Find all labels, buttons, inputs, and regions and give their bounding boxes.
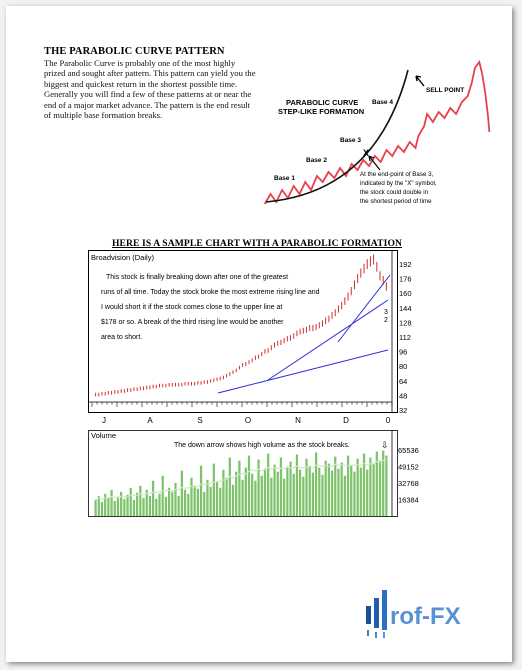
volume-bar	[110, 490, 112, 516]
volume-bar	[235, 472, 237, 516]
month-label: A	[147, 416, 153, 425]
volume-bar	[309, 466, 311, 516]
volume-bar	[101, 502, 103, 516]
price-tick-label: 160	[399, 289, 412, 299]
volume-bar	[257, 460, 259, 516]
logo-block-icon	[366, 606, 371, 624]
volume-bar	[280, 458, 282, 516]
sample-chart-title: HERE IS A SAMPLE CHART WITH A PARABOLIC FORMATION	[111, 238, 403, 249]
volume-tick-label: 49152	[398, 462, 419, 472]
stock-chart	[88, 250, 419, 520]
volume-bar	[136, 493, 138, 516]
volume-bar	[261, 476, 263, 516]
volume-bar	[347, 456, 349, 516]
volume-bar	[373, 464, 375, 516]
volume-bar	[321, 475, 323, 516]
volume-bar	[357, 459, 359, 516]
volume-bar	[328, 464, 330, 516]
price-tick-label: 112	[399, 333, 411, 342]
chart-source-label: Broadvision (Daily)	[91, 253, 154, 262]
volume-down-arrow-icon: ⇩	[381, 440, 389, 450]
volume-bar	[229, 458, 231, 516]
volume-bar	[123, 499, 125, 516]
volume-bar	[149, 496, 151, 516]
volume-bar	[114, 501, 116, 516]
base-label-1: Base 1	[274, 175, 295, 182]
volume-bar	[133, 500, 135, 516]
price-tick-label: 176	[399, 274, 412, 284]
price-tick-label: 80	[399, 362, 408, 372]
volume-bar	[289, 462, 291, 516]
price-tick-label: 32	[399, 406, 408, 415]
volume-bar	[360, 468, 362, 516]
volume-bar	[226, 478, 228, 516]
volume-bar	[296, 455, 298, 516]
month-label: 0	[385, 416, 391, 425]
volume-bar	[130, 488, 132, 516]
volume-bar	[299, 470, 301, 516]
volume-bar	[248, 456, 250, 516]
volume-bar	[302, 477, 304, 516]
volume-bar	[318, 468, 320, 516]
volume-bar	[366, 470, 368, 516]
base-label-4: Base 4	[372, 99, 393, 106]
volume-bar	[273, 465, 275, 516]
volume-bar	[184, 490, 186, 516]
volume-bar	[337, 469, 339, 516]
volume-bar	[139, 486, 141, 516]
diagram-note-line1: At the end-point of Base 3,	[360, 171, 434, 178]
volume-bar	[238, 461, 240, 516]
price-tick-label: 64	[399, 376, 408, 386]
volume-bar	[197, 489, 199, 516]
volume-bar	[341, 463, 343, 516]
diagram-note-line3: the stock could double in	[360, 189, 429, 196]
x-mark: X	[363, 148, 370, 158]
volume-bar	[181, 471, 183, 516]
price-tick-label: 96	[399, 347, 408, 357]
price-tick-label: 48	[399, 391, 408, 401]
volume-bar	[277, 472, 279, 516]
volume-bar	[353, 472, 355, 516]
volume-bar	[171, 492, 173, 516]
volume-bar	[350, 466, 352, 516]
volume-bar	[206, 480, 208, 516]
volume-label: Volume	[91, 431, 117, 440]
volume-bar	[293, 474, 295, 516]
base-label-2: Base 2	[306, 157, 327, 164]
volume-bar	[222, 470, 224, 516]
volume-bar	[165, 497, 167, 516]
volume-bar	[219, 488, 221, 516]
volume-bar	[216, 482, 218, 516]
volume-bar	[325, 461, 327, 516]
diagram-note-line4: the shortest period of time	[360, 198, 432, 205]
diagram-title-line2: STEP-LIKE FORMATION	[278, 107, 365, 116]
sell-point-label: SELL POINT	[426, 87, 465, 94]
volume-bar	[315, 453, 317, 516]
volume-bar	[254, 481, 256, 516]
volume-bar	[286, 467, 288, 516]
price-tick-label: 192	[399, 260, 412, 269]
volume-tick-label: 16384	[398, 495, 419, 505]
month-label: S	[197, 416, 203, 425]
logo-wordmark: rof-FX	[390, 603, 461, 630]
volume-bar	[363, 454, 365, 516]
annotation-line3: I would short it if the stock comes close to the upper line at	[101, 304, 283, 311]
volume-bar	[200, 466, 202, 516]
price-tick-label: 128	[399, 318, 412, 328]
base-label-3: Base 3	[340, 137, 361, 144]
volume-bar	[187, 494, 189, 516]
volume-bar	[203, 492, 205, 516]
volume-bar	[331, 471, 333, 516]
month-label: N	[295, 416, 301, 425]
volume-bar	[344, 476, 346, 516]
volume-bar	[245, 468, 247, 516]
annotation-line5: area to short.	[101, 334, 143, 341]
intro-title: THE PARABOLIC CURVE PATTERN	[44, 46, 225, 57]
volume-bar	[283, 479, 285, 516]
volume-bar	[178, 496, 180, 516]
price-tick-label: 144	[399, 303, 412, 313]
trend-line-label-2: 2	[384, 317, 388, 324]
volume-bar	[152, 481, 154, 516]
diagram-title-line1: PARABOLIC CURVE	[286, 98, 359, 107]
volume-bar	[107, 498, 109, 516]
annotation-line1: This stock is finally breaking down after one of the greatest	[106, 274, 289, 281]
volume-bar	[213, 464, 215, 516]
parabolic-diagram	[256, 52, 496, 222]
volume-note: The down arrow shows high volume as the stock breaks.	[174, 442, 350, 449]
volume-tick-label: 65536	[398, 446, 419, 455]
volume-bar	[142, 498, 144, 516]
volume-bar	[168, 488, 170, 516]
volume-bar	[174, 483, 176, 516]
volume-bar	[369, 458, 371, 516]
volume-bar	[312, 473, 314, 516]
volume-tick-label: 32768	[398, 479, 419, 488]
volume-bar	[251, 474, 253, 516]
volume-bar	[162, 476, 164, 516]
volume-bar	[379, 461, 381, 516]
volume-bar	[385, 456, 387, 516]
trend-line-label-3: 3	[384, 309, 388, 316]
volume-bar	[155, 499, 157, 516]
volume-bar	[190, 478, 192, 516]
prof-fx-logo	[358, 588, 488, 640]
volume-bar	[267, 454, 269, 516]
volume-bar	[194, 486, 196, 516]
annotation-line2: runs of all time. Today the stock broke the most extreme rising line and	[101, 289, 320, 296]
volume-bar	[241, 480, 243, 516]
logo-block-icon	[382, 590, 387, 630]
volume-bar	[264, 469, 266, 516]
volume-bar	[232, 485, 234, 516]
intro-body: The Parabolic Curve is probably one of the most highly prized and sought after pattern. This pattern can yield you the biggest and quickest return in the shortest possible time. Generally you will find a few of these patterns at or near the end of a major market advance. The pattern is the end result of multiple base formation breaks.	[44, 58, 256, 121]
month-label: D	[343, 416, 349, 425]
sell-point-arrow-icon	[416, 76, 424, 86]
volume-bar	[104, 494, 106, 516]
diagram-note-line2: indicated by the "X" symbol,	[360, 180, 437, 187]
logo-block-icon	[374, 598, 379, 628]
volume-bar	[270, 478, 272, 516]
volume-bar	[210, 487, 212, 516]
volume-bar	[117, 497, 119, 516]
volume-bar	[120, 492, 122, 516]
month-label: J	[102, 416, 106, 425]
month-label: O	[244, 416, 252, 425]
volume-bar	[94, 500, 96, 516]
annotation-line4: $178 or so. A break of the third rising line would be another	[101, 319, 284, 326]
volume-bar	[158, 494, 160, 516]
volume-bar	[126, 495, 128, 516]
